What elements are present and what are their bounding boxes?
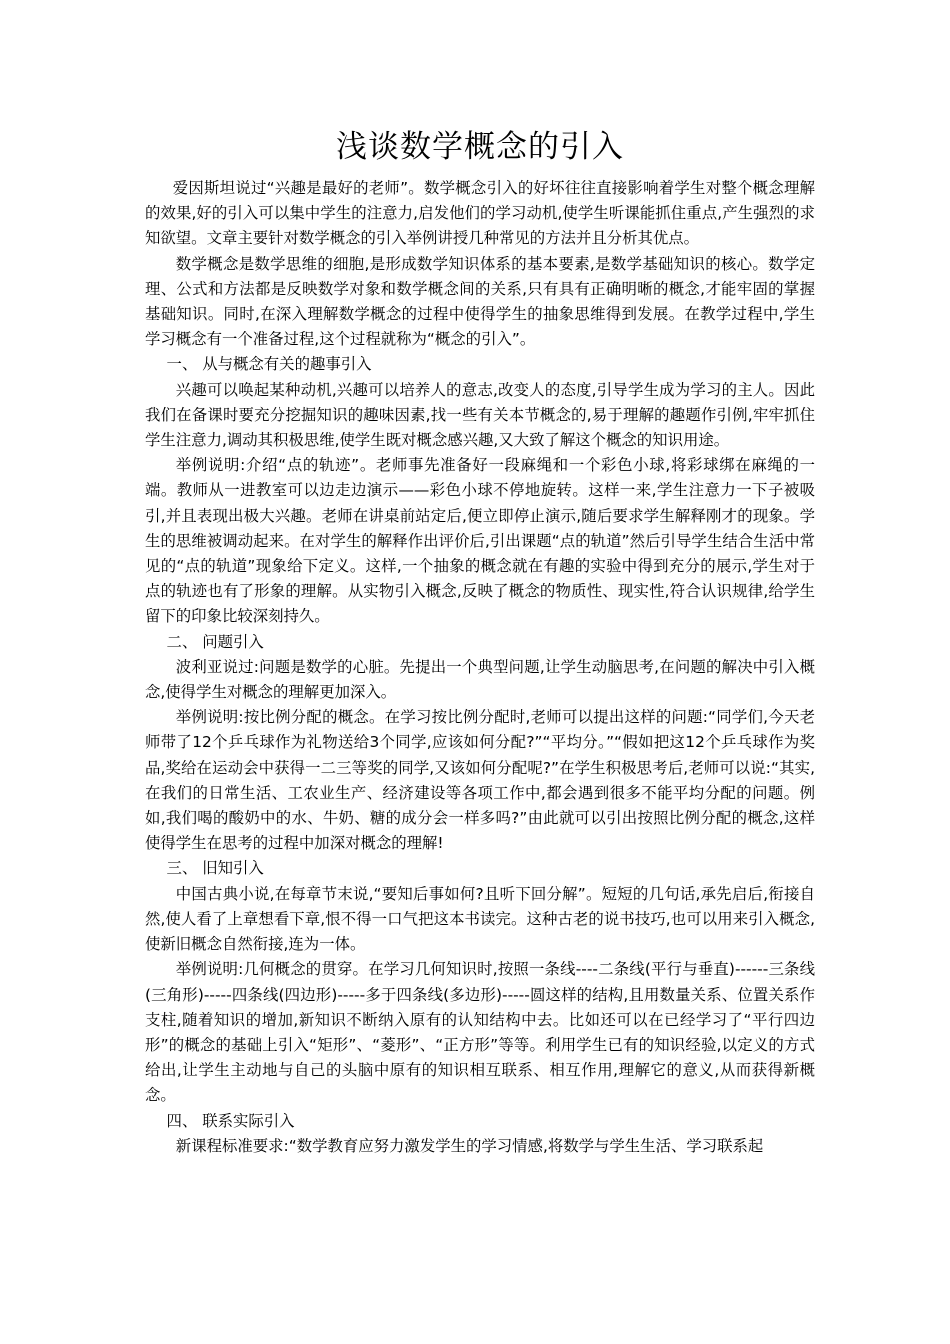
section-heading-1: 一、 从与概念有关的趣事引入: [166, 355, 372, 374]
paragraph-section-1: 兴趣可以唤起某种动机,兴趣可以培养人的意志,改变人的态度,引导学生成为学习的主人。因此我们在备课时要充分挖掘知识的趣味因素,找一些有关本节概念的,易于理解的趣题作引例,牢牢抓住学生注意力,调动其积极思维,使学生既对概念感兴趣,又大致了解这个概念的知识用途。: [145, 380, 815, 450]
paragraph-section-1-example: 举例说明:介绍“点的轨迹”。老师事先准备好一段麻绳和一个彩色小球,将彩球绑在麻绳的一端。教师从一进教室可以边走边演示——彩色小球不停地旋转。这样一来,学生注意力一下子被吸引,并且表现出极大兴趣。老师在讲桌前站定后,便立即停止演示,随后要求学生解释刚才的现象。学生的思维被调动起来。在对学生的解释作出评价后,引出课题“点的轨道”然后引导学生结合生活中常见的“点的轨道”现象给下定义。这样,一个抽象的概念就在有趣的实验中得到充分的展示,学生对于点的轨迹也有了形象的理解。从实物引入概念,反映了概念的物质性、现实性,符合认识规律,给学生留下的印象比较深刻持久。: [145, 456, 815, 626]
paragraph-section-2-example: 举例说明:按比例分配的概念。在学习按比例分配时,老师可以提出这样的问题:“同学们,今天老师带了12个乒乓球作为礼物送给3个同学,应该如何分配?”“平均分。”“假如把这12个乒乓球作为奖品,奖给在运动会中获得一二三等奖的同学,又该如何分配呢?”在学生积极思考后,老师可以说:“其实,在我们的日常生活、工农业生产、经济建设等各项工作中,都会遇到很多不能平均分配的问题。例如,我们喝的酸奶中的水、牛奶、糖的成分会一样多吗?”由此就可以引出按照比例分配的概念,这样使得学生在思考的过程中加深对概念的理解!: [145, 708, 815, 853]
section-heading-2: 二、 问题引入: [166, 632, 264, 651]
paragraph-section-4: 新课程标准要求:“数学教育应努力激发学生的学习情感,将数学与学生生活、学习联系起: [175, 1136, 764, 1155]
paragraph-section-2: 波利亚说过:问题是数学的心脏。先提出一个典型问题,让学生动脑思考,在问题的解决中引入概念,使得学生对概念的理解更加深入。: [145, 657, 815, 702]
section-heading-4: 四、 联系实际引入: [166, 1111, 295, 1130]
section-heading-3: 三、 旧知引入: [166, 859, 264, 878]
paragraph-section-3-example: 举例说明:几何概念的贯穿。在学习几何知识时,按照一条线----二条线(平行与垂直)------三条线(三角形)-----四条线(四边形)-----多于四条线(多边形)-----圆这样的结构,且用数量关系、位置关系作支柱,随着知识的增加,新知识不断纳入原有的认知结构中去。比如还可以在已经学习了“平行四边形”的概念的基础上引入“矩形”、“菱形”、“正方形”等等。利用学生已有的知识经验,以定义的方式给出,让学生主动地与自己的头脑中原有的知识相互联系、相互作用,理解它的意义,从而获得新概念。: [145, 960, 815, 1105]
paragraph-section-3: 中国古典小说,在每章节末说,“要知后事如何?且听下回分解”。短短的几句话,承先启后,衔接自然,使人看了上章想看下章,恨不得一口气把这本书读完。这种古老的说书技巧,也可以用来引入概念,使新旧概念自然衔接,连为一体。: [145, 884, 815, 954]
paragraph-definition: 数学概念是数学思维的细胞,是形成数学知识体系的基本要素,是数学基础知识的核心。数学定理、公式和方法都是反映数学对象和数学概念间的关系,只有具有正确明晰的概念,才能牢固的掌握基础知识。同时,在深入理解数学概念的过程中使得学生的抽象思维得到发展。在教学过程中,学生学习概念有一个准备过程,这个过程就称为“概念的引入”。: [145, 254, 815, 349]
document-title: 浅谈数学概念的引入: [336, 129, 624, 165]
paragraph-intro: 爱因斯坦说过“兴趣是最好的老师”。数学概念引入的好坏往往直接影响着学生对整个概念理解的效果,好的引入可以集中学生的注意力,启发他们的学习动机,使学生听课能抓住重点,产生强烈的求知欲望。文章主要针对数学概念的引入举例讲授几种常见的方法并且分析其优点。: [145, 179, 815, 248]
